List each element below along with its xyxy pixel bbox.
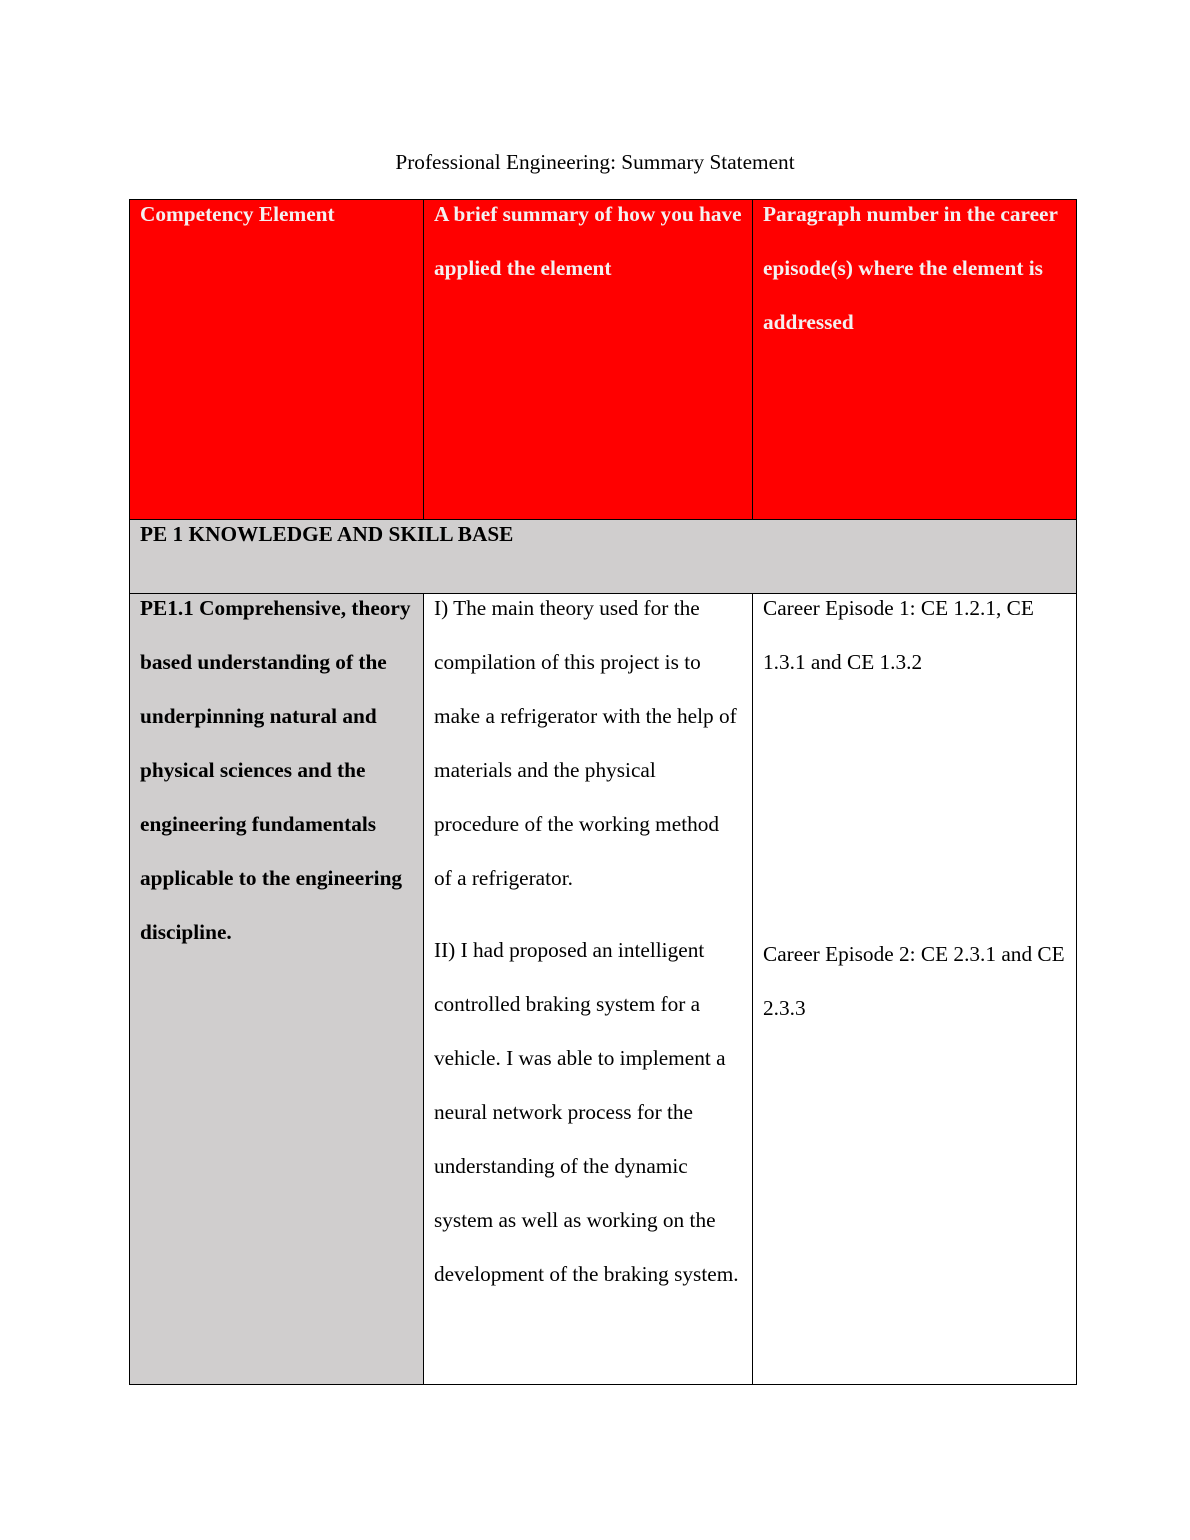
section-title: PE 1 KNOWLEDGE AND SKILL BASE (140, 522, 514, 546)
paragraph-cell (753, 594, 1077, 1385)
header-cell (424, 200, 753, 520)
header-paragraph-number: Paragraph number in the career episode(s) where the element is addressed (763, 202, 1058, 334)
page-title: Professional Engineering: Summary Statement (395, 150, 795, 174)
table-header-row (130, 200, 1077, 520)
section-cell (130, 520, 1077, 594)
career-episode-1-ref: Career Episode 1: CE 1.2.1, CE 1.3.1 and CE 1.3.2 (763, 596, 1034, 674)
section-row (130, 520, 1077, 594)
summary-cell (424, 594, 753, 1385)
career-episode-2-ref: Career Episode 2: CE 2.3.1 and CE 2.3.3 (763, 942, 1065, 1020)
summary-paragraph-1: I) The main theory used for the compilation of this project is to make a refrigerator with the help of materials and the physical procedure of the working method of a refrigerator. (434, 596, 737, 890)
element-cell (130, 594, 424, 1385)
summary-statement-table (129, 199, 1077, 1385)
table-row (130, 594, 1077, 1385)
summary-paragraph-2: II) I had proposed an intelligent controlled braking system for a vehicle. I was able to implement a neural network process for the understanding of the dynamic system as well as working on the development of the braking system. (434, 938, 739, 1286)
competency-element-text: PE1.1 Comprehensive, theory based understanding of the underpinning natural and physical sciences and the engineering fundamentals applicable to the engineering discipline. (140, 596, 411, 944)
header-summary: A brief summary of how you have applied the element (434, 202, 742, 280)
header-competency-element: Competency Element (140, 202, 335, 226)
header-cell (753, 200, 1077, 520)
header-cell (130, 200, 424, 520)
